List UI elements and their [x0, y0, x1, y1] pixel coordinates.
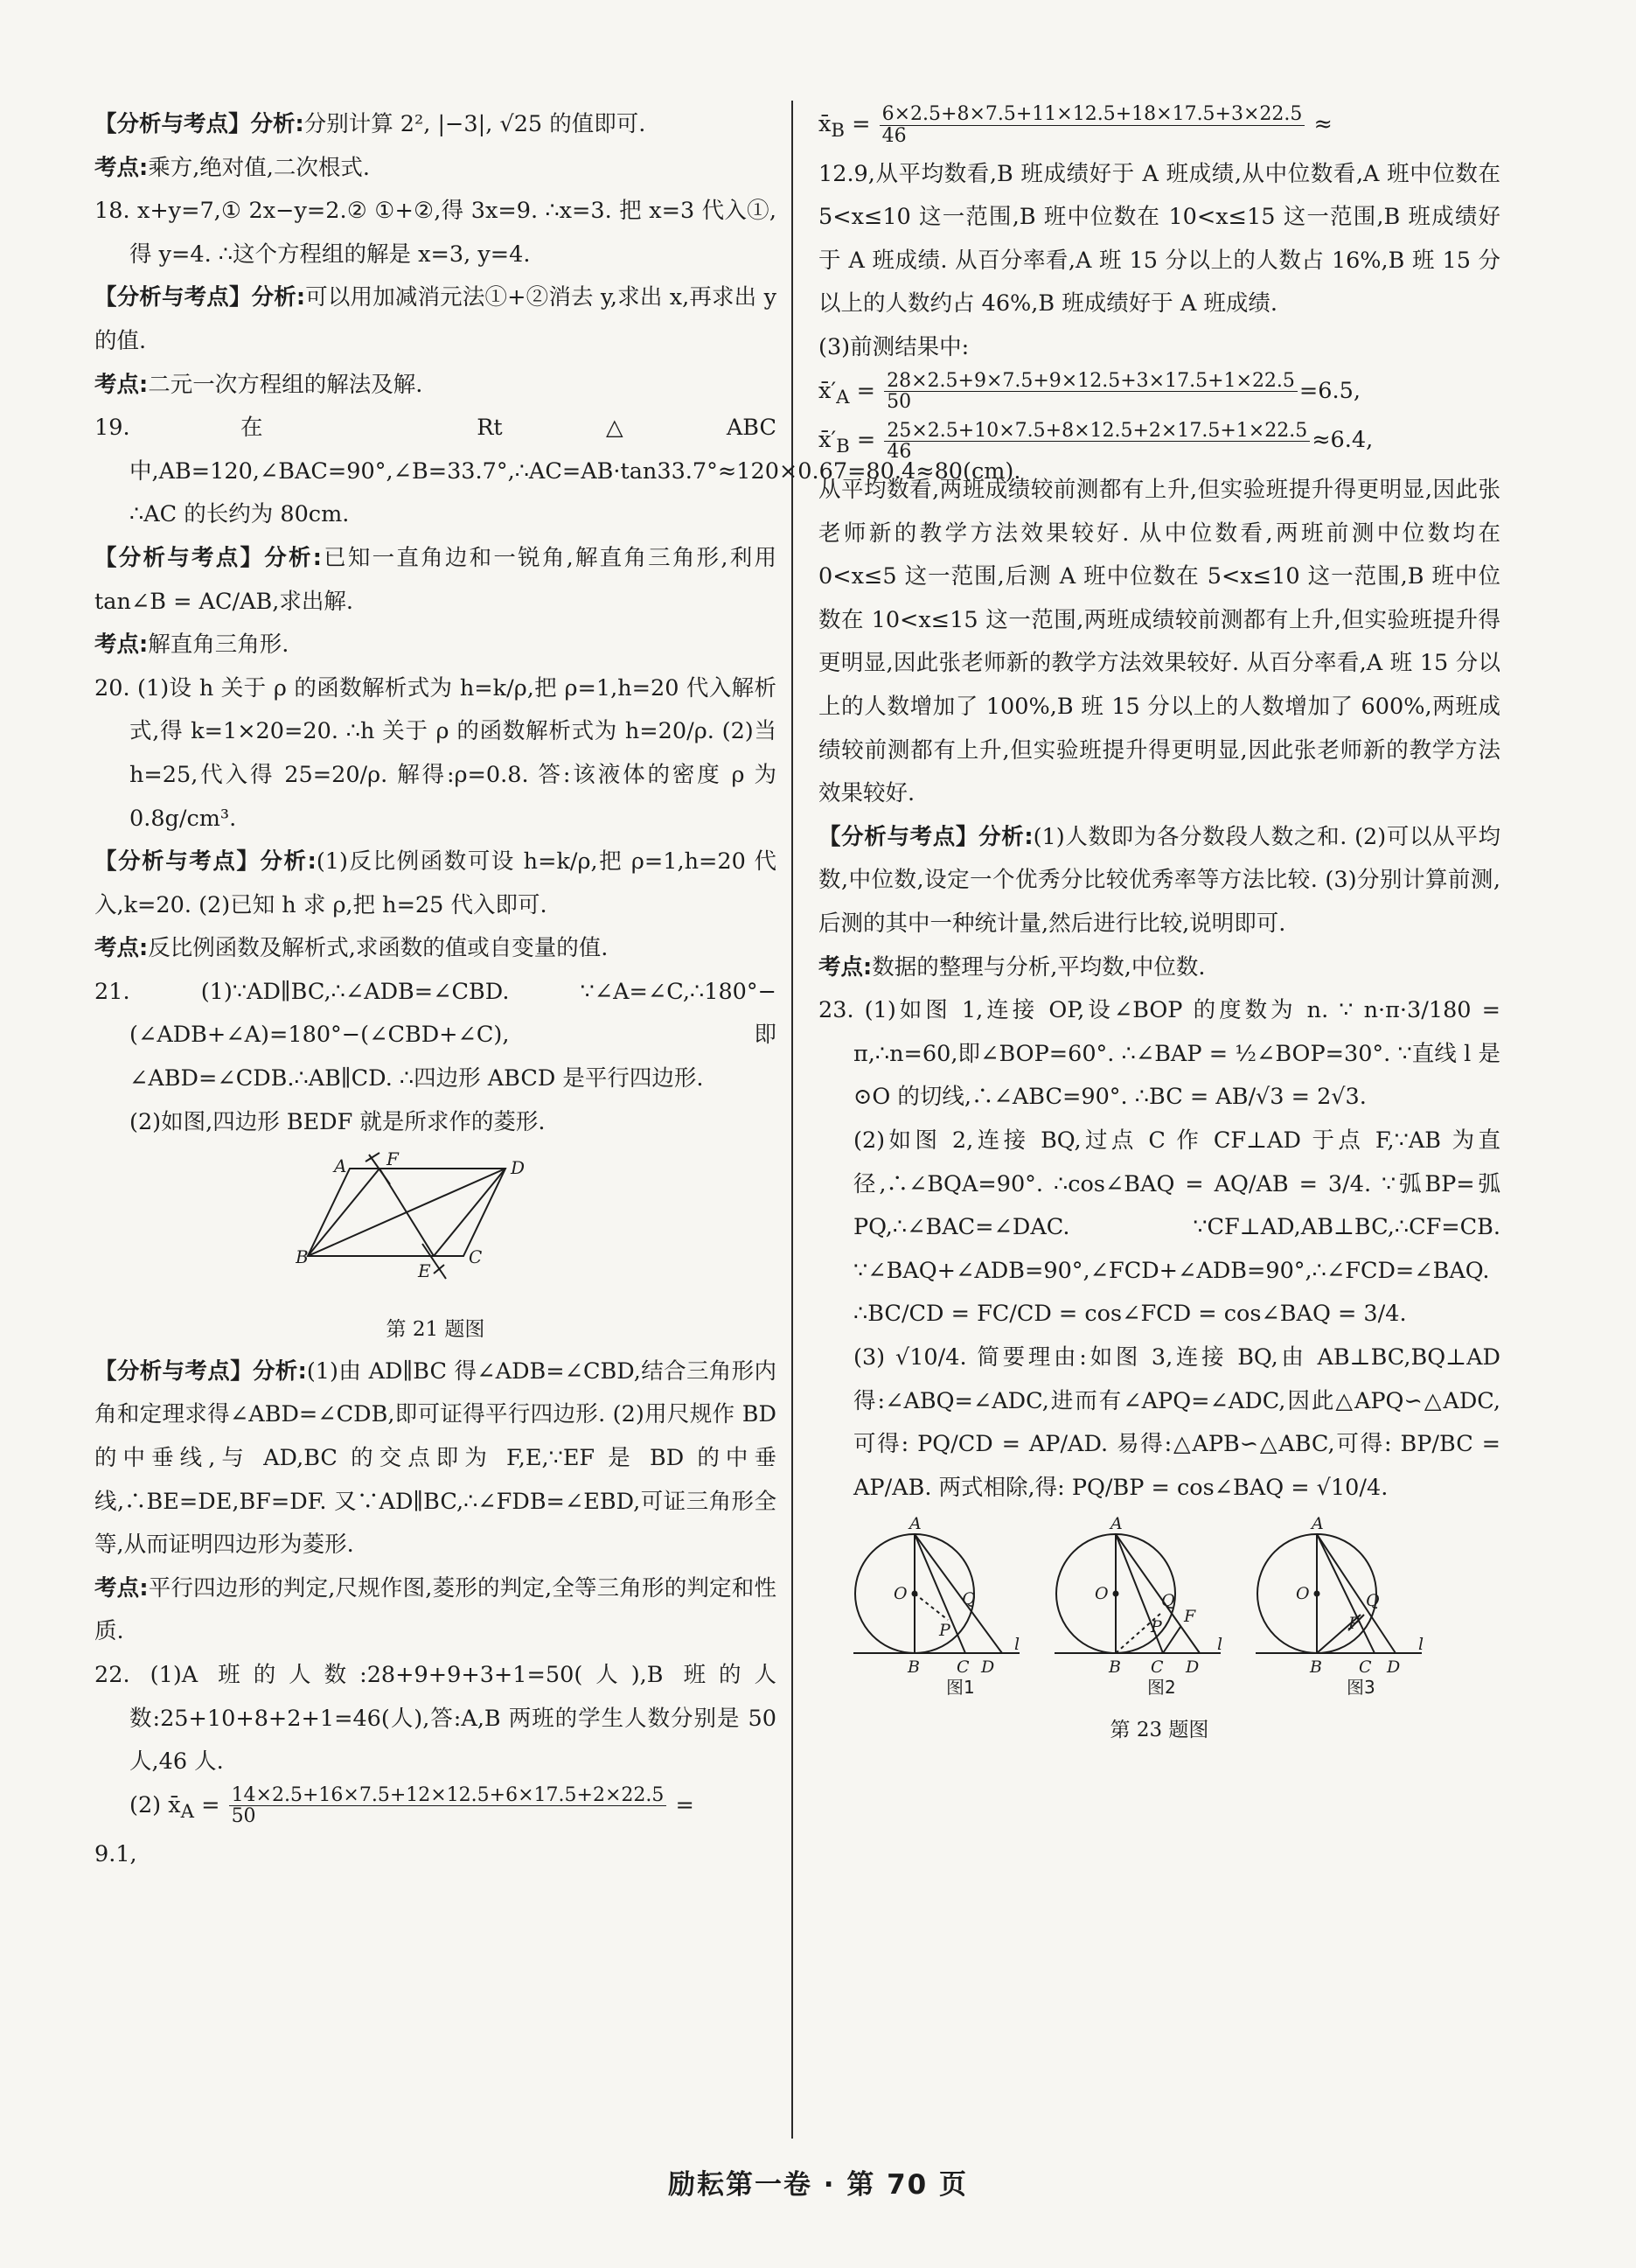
xb2-formula: $x̄'_B$ = $\frac{25\times 2.5+10\times 7.5+8\times 12.5+2\times 17.5+1\times 22.5}{46}$ ≈6.4, — [818, 419, 1374, 463]
q22-points: 考点:数据的整理与分析,平均数,中位数. — [818, 953, 1206, 980]
q18-analysis: 【分析与考点】分析:可以用加减消元法①+②消去 y,求出 x,再求出 y 的值. — [94, 284, 777, 354]
page-footer: 励耘第一卷 · 第 70 页 — [667, 2169, 969, 2201]
q21-analysis: 【分析与考点】分析:(1)由 AD∥BC 得∠ADB=∠CBD,结合三角形内角和定理求得∠ABD=∠CDB,即可证得平行四边形. (2)用尺规作 BD 的中垂线,与 AD,BC 的交点即为 F,E,∵EF 是 BD 的中垂线,∴BE=DE,BF=DF. 又∵AD∥BC,∴∠FDB=∠EBD,可证三角形全等,从而证明四边形为菱形. — [94, 1357, 776, 1559]
xb2-fraction: $\frac{25\times 2.5+10\times 7.5+8\times 12.5+2\times 17.5+1\times 22.5}{46}$ — [884, 421, 1310, 462]
q19-body: 19. 在 Rt△ABC 中,AB=120,∠BAC=90°,∠B=33.7°,∴AC=AB·tan33.7°≈120×0.67=80.4≈80(cm). ∴AC 的长约为 80cm. — [94, 415, 1021, 528]
svg-text:P: P — [939, 1621, 950, 1641]
svg-text:O: O — [1296, 1584, 1310, 1604]
q20-analysis: 【分析与考点】分析:(1)反比例函数可设 h=k/ρ,把 ρ=1,h=20 代入,k=20. (2)已知 h 求 ρ,把 h=25 代入即可. — [94, 848, 776, 918]
q20-body: 20. (1)设 h 关于 ρ 的函数解析式为 h=k/ρ,把 ρ=1,h=20 代入解析式,得 k=1×20=20. ∴h 关于 ρ 的函数解析式为 h=20/ρ. (2)当 h=25,代入得 25=20/ρ. 解得:ρ=0.8. 答:该液体的密度 ρ 为 0.8g/cm³. — [94, 674, 776, 832]
svg-text:O: O — [894, 1584, 908, 1604]
svg-text:Q: Q — [1161, 1591, 1175, 1611]
fig1-label: 图1 — [946, 1677, 975, 1699]
q19-points: 考点:解直角三角形. — [94, 632, 289, 659]
svg-text:E: E — [418, 1260, 431, 1282]
q20-points: 考点:反比例函数及解析式,求函数的值或自变量的值. — [94, 935, 609, 962]
svg-text:l: l — [1418, 1635, 1424, 1655]
q21-figure — [94, 1149, 776, 1345]
q23-part3: (3) √10/4. 简要理由:如图 3,连接 BQ,由 AB⊥BC,BQ⊥AD 得:∠ABQ=∠ADC,进而有∠APQ=∠ADC,因此△APQ∽△ADC,可得: PQ/CD = AP/AD. 易得:△APB∽△ABC,可得: BP/BC = AP/AB. 两式相除,得: PQ/BP = cos∠BAQ = √10/4. — [853, 1343, 1500, 1501]
fig2-label: 图2 — [1147, 1677, 1176, 1699]
fig3-label: 图3 — [1347, 1677, 1375, 1699]
q22-part3-comparison: 从平均数看,两班成绩较前测都有上升,但实验班提升得更明显,因此张老师新的教学方法效果较好. 从中位数看,两班前测中位数均在 0<x≤5 这一范围,后测 A 班中位数在 5<x≤10 这一范围,B 班中位数在 10<x≤15 这一范围,两班成绩较前测都有上升,但实验班提升得更明显,因此张老师新的教学方法效果较好. 从百分率看,A 班 15 分以上的人数增加了 100%,B 班 15 分以上的人数增加了 600%,两班成绩较前测都有上升,但实验班提升得更明显,因此张老师新的教学方法效果较好. — [818, 477, 1500, 807]
q23-figures — [818, 1515, 1500, 1746]
q21-part1: 21. (1)∵AD∥BC,∴∠ADB=∠CBD. ∵∠A=∠C,∴180°−(∠ADB+∠A)=180°−(∠CBD+∠C),即∠ABD=∠CDB.∴AB∥CD. ∴四边形 ABCD 是平行四边形. — [94, 978, 777, 1092]
right-column — [818, 103, 1500, 1751]
circle-tangent-figures — [853, 1515, 1465, 1699]
svg-text:Q: Q — [962, 1589, 976, 1609]
q22-part2: (2) $x̄_A$ = $\frac{14\times 2.5+16\times 7.5+12\times 12.5+6\times 17.5+2\times 22.5}{50}$ = — [129, 1784, 694, 1828]
svg-text:C: C — [957, 1657, 970, 1678]
q18-body: 18. x+y=7,① 2x−y=2.② ①+②,得 3x=9. ∴x=3. 把 x=3 代入①,得 y=4. ∴这个方程组的解是 x=3, y=4. — [94, 198, 776, 268]
svg-text:D: D — [1186, 1657, 1200, 1678]
svg-text:B: B — [1310, 1657, 1322, 1678]
column-divider — [791, 101, 793, 2139]
svg-text:O: O — [1095, 1584, 1109, 1604]
svg-text:A: A — [1110, 1515, 1123, 1534]
q17-points: 考点:乘方,绝对值,二次根式. — [94, 154, 371, 181]
xa2-formula: $x̄'_A$ = $\frac{28\times 2.5+9\times 7.5+9\times 12.5+3\times 17.5+1\times 22.5}{50}$ =6.5, — [818, 370, 1361, 414]
q23-part1: 23. (1)如图 1,连接 OP,设∠BOP 的度数为 n. ∵ n·π·3/180 = π,∴n=60,即∠BOP=60°. ∴∠BAP = ½∠BOP=30°. ∵直线 l 是⊙O 的切线,∴∠ABC=90°. ∴BC = AB/√3 = 2√3. — [818, 997, 1500, 1111]
q17-analysis: 【分析与考点】分析:分别计算 2², |−3|, √25 的值即可. — [94, 111, 646, 137]
xa-fraction: $\frac{14\times 2.5+16\times 7.5+12\times 12.5+6\times 17.5+2\times 22.5}{50}$ — [229, 1785, 667, 1826]
svg-text:C: C — [1151, 1657, 1164, 1678]
svg-text:B: B — [908, 1657, 920, 1678]
svg-text:B: B — [1109, 1657, 1121, 1678]
svg-text:A: A — [909, 1515, 922, 1534]
svg-text:P: P — [1348, 1614, 1360, 1634]
svg-text:P: P — [1151, 1617, 1162, 1637]
q21-caption: 第 21 题图 — [386, 1317, 485, 1341]
q19-analysis: 【分析与考点】分析:已知一直角边和一锐角,解直角三角形,利用 tan∠B = AC/AB,求出解. — [94, 544, 777, 615]
q22-analysis: 【分析与考点】分析:(1)人数即为各分数段人数之和. (2)可以从平均数,中位数,设定一个优秀分比较优秀率等方法比较. (3)分别计算前测,后测的其中一种统计量,然后进行比较,说明即可. — [818, 823, 1500, 937]
svg-text:D: D — [511, 1157, 526, 1179]
parallelogram-figure — [296, 1149, 575, 1298]
svg-text:C: C — [469, 1246, 483, 1268]
q23-caption: 第 23 题图 — [1110, 1718, 1209, 1741]
svg-text:B: B — [296, 1246, 309, 1268]
q18-points: 考点:二元一次方程组的解法及解. — [94, 371, 423, 398]
svg-text:l: l — [1217, 1635, 1223, 1655]
q21-points: 考点:平行四边形的判定,尺规作图,菱形的判定,全等三角形的判定和性质. — [94, 1574, 776, 1645]
svg-text:Q: Q — [1366, 1591, 1380, 1611]
svg-text:F: F — [1184, 1607, 1196, 1627]
svg-text:l: l — [1014, 1635, 1020, 1655]
svg-text:D: D — [1387, 1657, 1401, 1678]
svg-text:D: D — [981, 1657, 995, 1678]
q23-part2: (2)如图 2,连接 BQ,过点 C 作 CF⊥AD 于点 F,∵AB 为直径,∴∠BQA=90°. ∴cos∠BAQ = AQ/AB = 3/4. ∵弧BP=弧PQ,∴∠BAC=∠DAC. ∵CF⊥AD,AB⊥BC,∴CF=CB. ∵∠BAQ+∠ADB=90°,∠FCD+∠ADB=90°,∴∠FCD=∠BAQ. ∴BC/CD = FC/CD = cos∠FCD = cos∠BAQ = 3/4. — [853, 1127, 1500, 1328]
svg-text:F: F — [386, 1149, 399, 1170]
svg-text:A: A — [334, 1155, 347, 1177]
svg-text:C: C — [1359, 1657, 1372, 1678]
xa2-fraction: $\frac{28\times 2.5+9\times 7.5+9\times 12.5+3\times 17.5+1\times 22.5}{50}$ — [884, 371, 1298, 412]
q22-part2-comparison: 12.9,从平均数看,B 班成绩好于 A 班成绩,从中位数看,A 班中位数在 5<x≤10 这一范围,B 班中位数在 10<x≤15 这一范围,B 班成绩好于 A 班成绩. 从百分率看,A 班 15 分以上的人数占 16%,B 班 15 分以上的人数约占 46%,B 班成绩好于 A 班成绩. — [818, 160, 1500, 318]
q21-part2: (2)如图,四边形 BEDF 就是所求作的菱形. — [129, 1108, 546, 1135]
svg-text:A: A — [1312, 1515, 1324, 1534]
xb-formula: $x̄_B$ = $\frac{6\times 2.5+8\times 7.5+11\times 12.5+18\times 17.5+3\times 22.5}{46}$ ≈ — [818, 103, 1333, 147]
q22-part3-intro: (3)前测结果中: — [818, 334, 970, 361]
q22-xa-result: 9.1, — [94, 1841, 137, 1868]
xb-fraction: $\frac{6\times 2.5+8\times 7.5+11\times 12.5+18\times 17.5+3\times 22.5}{46}$ — [880, 104, 1305, 145]
q22-part1: 22. (1)A 班的人数:28+9+9+3+1=50(人),B 班的人数:25+10+8+2+1=46(人),答:A,B 两班的学生人数分别是 50 人,46 人. — [94, 1662, 777, 1776]
